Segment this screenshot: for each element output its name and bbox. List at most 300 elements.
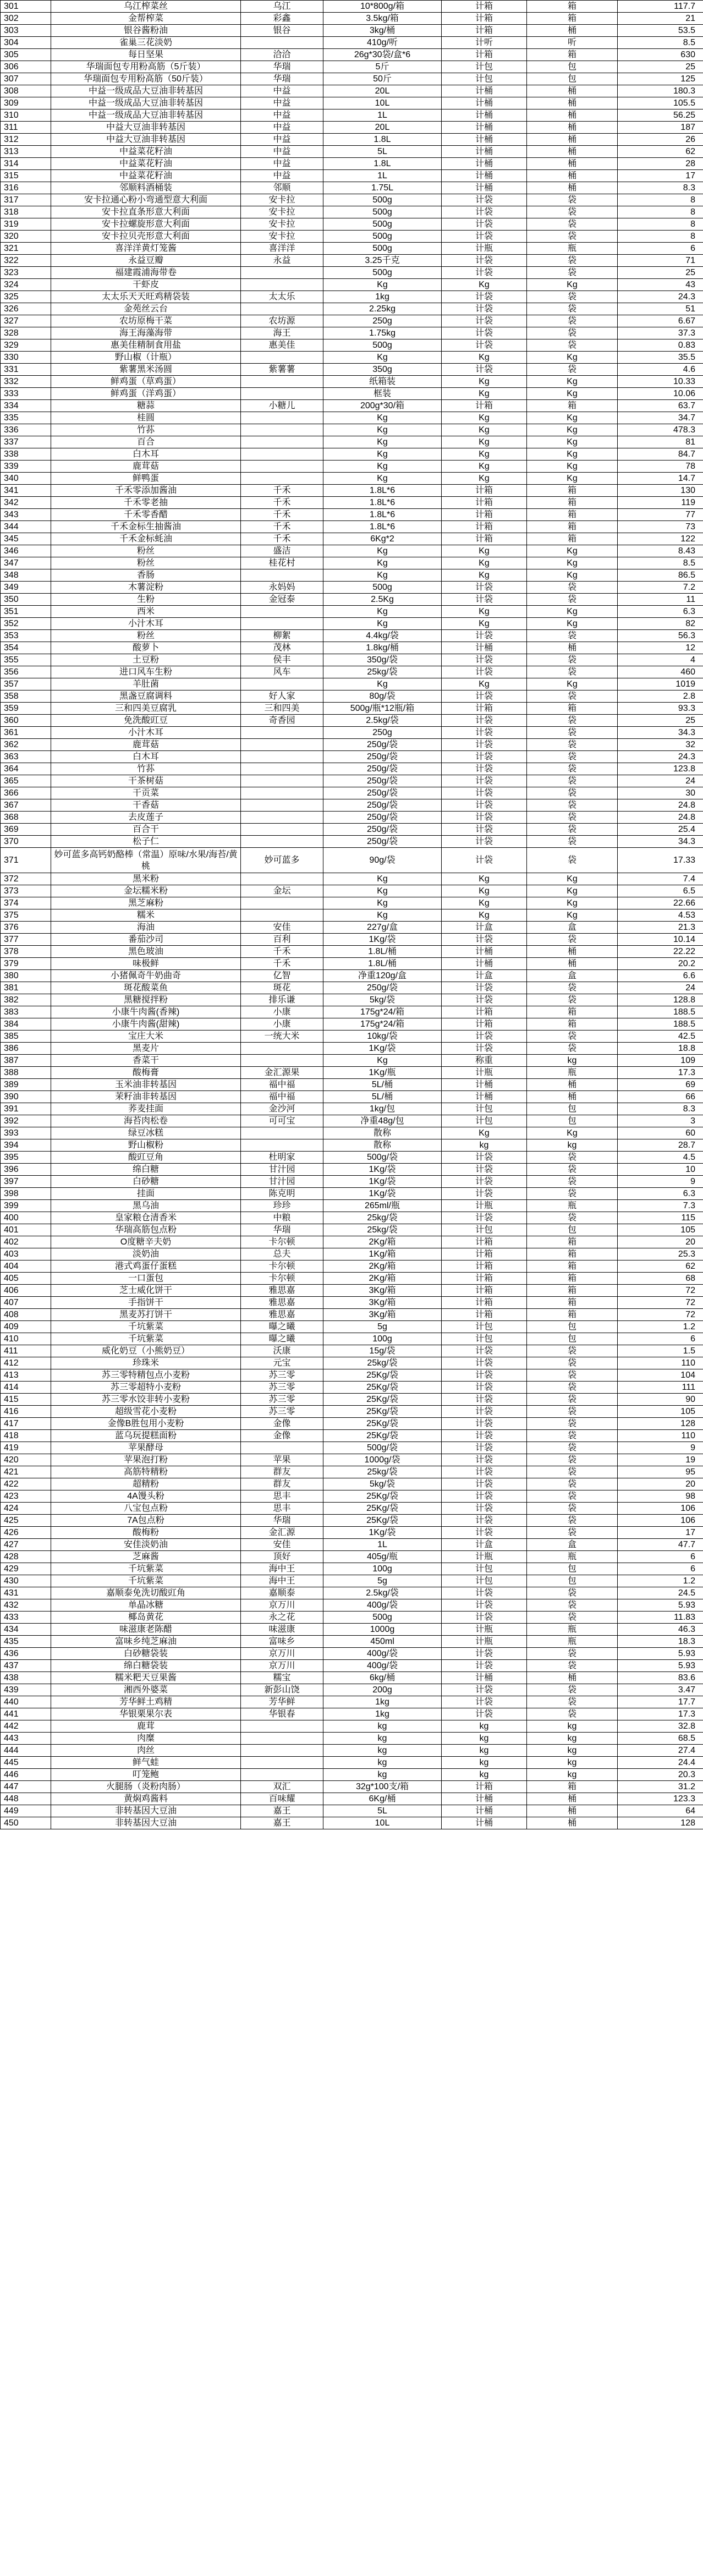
- unit-cell: Kg: [527, 461, 618, 473]
- brand-cell: 中益: [241, 170, 323, 182]
- brand-cell: [241, 1733, 323, 1745]
- product-name-cell: 海苔肉松卷: [51, 1115, 241, 1127]
- brand-cell: 思丰: [241, 1490, 323, 1503]
- table-row: [1, 946, 703, 958]
- brand-cell: 雅思嘉: [241, 1285, 323, 1297]
- table-row: [1, 1454, 703, 1466]
- unit-rule-cell: 计箱: [442, 497, 527, 509]
- row-number-cell: 384: [1, 1018, 51, 1031]
- spec-cell: 1000g: [323, 1624, 442, 1636]
- table-row: [1, 1648, 703, 1660]
- unit-rule-cell: 计袋: [442, 1515, 527, 1527]
- product-name-cell: 挂面: [51, 1188, 241, 1200]
- table-row: [1, 909, 703, 922]
- row-number-cell: 409: [1, 1321, 51, 1333]
- product-name-cell: 小汁木耳: [51, 727, 241, 739]
- unit-rule-cell: 计袋: [442, 1164, 527, 1176]
- unit-rule-cell: 计瓶: [442, 1624, 527, 1636]
- unit-rule-cell: 计桶: [442, 1672, 527, 1684]
- unit-cell: 袋: [527, 1503, 618, 1515]
- table-row: [1, 1115, 703, 1127]
- table-row: [1, 1248, 703, 1260]
- brand-cell: 金坛: [241, 885, 323, 897]
- brand-cell: 中益: [241, 85, 323, 97]
- brand-cell: 曝之曦: [241, 1333, 323, 1345]
- unit-cell: 包: [527, 1563, 618, 1575]
- brand-cell: 陈克明: [241, 1188, 323, 1200]
- unit-rule-cell: 计箱: [442, 521, 527, 533]
- brand-cell: [241, 376, 323, 388]
- spec-cell: 2Kg/箱: [323, 1273, 442, 1285]
- spec-cell: 25kg/袋: [323, 1466, 442, 1478]
- table-row: [1, 654, 703, 666]
- product-name-cell: 鲜气蛙: [51, 1757, 241, 1769]
- table-row: [1, 1333, 703, 1345]
- unit-rule-cell: Kg: [442, 545, 527, 557]
- unit-rule-cell: 计袋: [442, 1696, 527, 1708]
- row-number-cell: 332: [1, 376, 51, 388]
- unit-rule-cell: 计袋: [442, 1684, 527, 1696]
- unit-rule-cell: 计袋: [442, 1708, 527, 1720]
- spec-cell: Kg: [323, 678, 442, 690]
- table-row: [1, 13, 703, 25]
- spec-cell: 1.8L*6: [323, 485, 442, 497]
- unit-rule-cell: Kg: [442, 461, 527, 473]
- price-cell: 73: [618, 521, 703, 533]
- spec-cell: 3Kg/箱: [323, 1309, 442, 1321]
- row-number-cell: 390: [1, 1091, 51, 1103]
- table-row: [1, 1720, 703, 1733]
- product-name-cell: 野山椒（计瓶）: [51, 352, 241, 364]
- unit-cell: 袋: [527, 255, 618, 267]
- product-name-cell: 中益一级成品大豆油非转基因: [51, 85, 241, 97]
- brand-cell: [241, 618, 323, 630]
- brand-cell: 苏三零: [241, 1406, 323, 1418]
- row-number-cell: 410: [1, 1333, 51, 1345]
- product-name-cell: 黑盏豆腐调料: [51, 690, 241, 703]
- unit-rule-cell: 计箱: [442, 1309, 527, 1321]
- table-row: [1, 715, 703, 727]
- table-row: [1, 1612, 703, 1624]
- table-row: [1, 134, 703, 146]
- row-number-cell: 335: [1, 412, 51, 424]
- spec-cell: 250g/袋: [323, 739, 442, 751]
- price-cell: 123.8: [618, 763, 703, 775]
- table-row: [1, 1406, 703, 1418]
- row-number-cell: 399: [1, 1200, 51, 1212]
- row-number-cell: 319: [1, 218, 51, 231]
- unit-rule-cell: 计袋: [442, 364, 527, 376]
- unit-cell: 袋: [527, 1515, 618, 1527]
- table-row: [1, 787, 703, 799]
- unit-rule-cell: 计盒: [442, 970, 527, 982]
- brand-cell: [241, 606, 323, 618]
- table-row: [1, 376, 703, 388]
- table-row: [1, 618, 703, 630]
- spec-cell: 1.8L*6: [323, 521, 442, 533]
- unit-rule-cell: 计袋: [442, 1188, 527, 1200]
- unit-cell: 袋: [527, 1357, 618, 1369]
- product-name-cell: 安佳淡奶油: [51, 1539, 241, 1551]
- product-name-cell: 味滋康老陈醋: [51, 1624, 241, 1636]
- unit-rule-cell: 计袋: [442, 751, 527, 763]
- unit-cell: 箱: [527, 497, 618, 509]
- unit-rule-cell: 计袋: [442, 231, 527, 243]
- unit-rule-cell: kg: [442, 1757, 527, 1769]
- unit-cell: 桶: [527, 1079, 618, 1091]
- table-row: [1, 1079, 703, 1091]
- unit-rule-cell: 计袋: [442, 1357, 527, 1369]
- brand-cell: 小康: [241, 1018, 323, 1031]
- brand-cell: 桂花村: [241, 557, 323, 569]
- price-cell: 34.7: [618, 412, 703, 424]
- unit-cell: Kg: [527, 473, 618, 485]
- unit-rule-cell: 计箱: [442, 1273, 527, 1285]
- brand-cell: 中益: [241, 109, 323, 122]
- unit-rule-cell: 计包: [442, 1115, 527, 1127]
- row-number-cell: 346: [1, 545, 51, 557]
- table-row: [1, 218, 703, 231]
- product-name-cell: 绵白糖: [51, 1164, 241, 1176]
- price-cell: 8: [618, 231, 703, 243]
- product-name-cell: 湘西外婆菜: [51, 1684, 241, 1696]
- unit-rule-cell: 计袋: [442, 1394, 527, 1406]
- brand-cell: 茂林: [241, 642, 323, 654]
- table-row: [1, 1587, 703, 1599]
- product-name-cell: 太太乐天天旺鸡精袋装: [51, 291, 241, 303]
- price-cell: 478.3: [618, 424, 703, 436]
- unit-cell: 袋: [527, 1684, 618, 1696]
- product-name-cell: 邻顺料酒桶装: [51, 182, 241, 194]
- unit-rule-cell: 计袋: [442, 1031, 527, 1043]
- brand-cell: [241, 909, 323, 922]
- table-row: [1, 1382, 703, 1394]
- brand-cell: [241, 1442, 323, 1454]
- row-number-cell: 443: [1, 1733, 51, 1745]
- row-number-cell: 431: [1, 1587, 51, 1599]
- brand-cell: [241, 739, 323, 751]
- price-cell: 68.5: [618, 1733, 703, 1745]
- price-cell: 110: [618, 1357, 703, 1369]
- spec-cell: Kg: [323, 1055, 442, 1067]
- price-cell: 4.5: [618, 1152, 703, 1164]
- spec-cell: 80g/袋: [323, 690, 442, 703]
- product-name-cell: 单晶冰糖: [51, 1599, 241, 1612]
- spec-cell: 350g: [323, 364, 442, 376]
- spec-cell: Kg: [323, 352, 442, 364]
- table-row: [1, 1357, 703, 1369]
- price-cell: 8: [618, 218, 703, 231]
- table-row: [1, 291, 703, 303]
- product-name-cell: 安卡拉直条形意大利面: [51, 206, 241, 218]
- row-number-cell: 355: [1, 654, 51, 666]
- product-name-cell: 竹荪: [51, 424, 241, 436]
- price-cell: 7.3: [618, 1200, 703, 1212]
- table-row: [1, 473, 703, 485]
- spec-cell: 5L/桶: [323, 1079, 442, 1091]
- price-cell: 56.25: [618, 109, 703, 122]
- row-number-cell: 328: [1, 327, 51, 339]
- spec-cell: 250g/袋: [323, 824, 442, 836]
- unit-rule-cell: 计瓶: [442, 1551, 527, 1563]
- brand-cell: 永之花: [241, 1612, 323, 1624]
- table-row: [1, 1430, 703, 1442]
- unit-rule-cell: 计袋: [442, 836, 527, 848]
- price-cell: 72: [618, 1309, 703, 1321]
- unit-cell: 袋: [527, 194, 618, 206]
- unit-rule-cell: 计袋: [442, 303, 527, 315]
- unit-cell: 袋: [527, 1527, 618, 1539]
- price-cell: 24: [618, 982, 703, 994]
- product-name-cell: 粉丝: [51, 630, 241, 642]
- price-cell: 8.3: [618, 182, 703, 194]
- spec-cell: 227g/盒: [323, 922, 442, 934]
- unit-cell: 箱: [527, 1297, 618, 1309]
- brand-cell: [241, 812, 323, 824]
- spec-cell: 25kg/袋: [323, 1224, 442, 1236]
- product-name-cell: 小猪佩奇牛奶曲奇: [51, 970, 241, 982]
- unit-rule-cell: 计箱: [442, 509, 527, 521]
- product-name-cell: 木薯淀粉: [51, 582, 241, 594]
- price-cell: 17.3: [618, 1708, 703, 1720]
- unit-rule-cell: kg: [442, 1733, 527, 1745]
- unit-rule-cell: 计桶: [442, 182, 527, 194]
- table-row: [1, 49, 703, 61]
- price-cell: 6.3: [618, 606, 703, 618]
- unit-cell: 袋: [527, 654, 618, 666]
- brand-cell: [241, 569, 323, 582]
- brand-cell: 农坊源: [241, 315, 323, 327]
- price-cell: 111: [618, 1382, 703, 1394]
- product-name-cell: 中益菜花籽油: [51, 158, 241, 170]
- brand-cell: 洽洽: [241, 49, 323, 61]
- brand-cell: 思丰: [241, 1503, 323, 1515]
- brand-cell: 珍珍: [241, 1200, 323, 1212]
- table-row: [1, 1, 703, 13]
- table-row: [1, 1817, 703, 1829]
- table-row: [1, 1345, 703, 1357]
- unit-cell: 袋: [527, 715, 618, 727]
- table-row: [1, 666, 703, 678]
- table-row: [1, 873, 703, 885]
- brand-cell: [241, 267, 323, 279]
- brand-cell: 紫薯薯: [241, 364, 323, 376]
- unit-rule-cell: 计袋: [442, 824, 527, 836]
- spec-cell: 100g: [323, 1563, 442, 1575]
- table-row: [1, 1394, 703, 1406]
- unit-rule-cell: 计袋: [442, 1406, 527, 1418]
- product-name-cell: 鲜鸡蛋（草鸡蛋）: [51, 376, 241, 388]
- product-name-cell: 永益豆瓣: [51, 255, 241, 267]
- price-cell: 17.3: [618, 1067, 703, 1079]
- row-number-cell: 350: [1, 594, 51, 606]
- row-number-cell: 388: [1, 1067, 51, 1079]
- product-name-cell: 银谷酱粉油: [51, 25, 241, 37]
- product-name-cell: 黄焖鸡酱料: [51, 1793, 241, 1805]
- spec-cell: 5g: [323, 1321, 442, 1333]
- unit-rule-cell: 计袋: [442, 194, 527, 206]
- price-cell: 1019: [618, 678, 703, 690]
- price-cell: 6: [618, 1563, 703, 1575]
- row-number-cell: 366: [1, 787, 51, 799]
- row-number-cell: 427: [1, 1539, 51, 1551]
- unit-cell: 箱: [527, 533, 618, 545]
- unit-rule-cell: 计袋: [442, 267, 527, 279]
- product-name-cell: 野山椒粉: [51, 1139, 241, 1152]
- price-cell: 28: [618, 158, 703, 170]
- product-name-cell: 金像B胜包用小麦粉: [51, 1418, 241, 1430]
- price-cell: 1.5: [618, 1345, 703, 1357]
- table-row: [1, 206, 703, 218]
- table-row: [1, 1696, 703, 1708]
- brand-cell: 乌江: [241, 1, 323, 13]
- row-number-cell: 308: [1, 85, 51, 97]
- brand-cell: [241, 1745, 323, 1757]
- unit-rule-cell: Kg: [442, 376, 527, 388]
- spec-cell: 1Kg/瓶: [323, 1067, 442, 1079]
- table-row: [1, 690, 703, 703]
- spec-cell: Kg: [323, 897, 442, 909]
- table-row: [1, 1224, 703, 1236]
- product-name-cell: 苏三零水饺非转小麦粉: [51, 1394, 241, 1406]
- unit-cell: 桶: [527, 85, 618, 97]
- unit-cell: 袋: [527, 267, 618, 279]
- row-number-cell: 398: [1, 1188, 51, 1200]
- product-name-cell: 华瑞面包专用粉高筋（50斤装）: [51, 73, 241, 85]
- spec-cell: 250g: [323, 315, 442, 327]
- product-name-cell: 海王海藻海带: [51, 327, 241, 339]
- unit-rule-cell: Kg: [442, 909, 527, 922]
- spec-cell: 500g: [323, 339, 442, 352]
- price-cell: 128: [618, 1418, 703, 1430]
- unit-rule-cell: 计袋: [442, 291, 527, 303]
- unit-rule-cell: 计袋: [442, 1478, 527, 1490]
- product-name-cell: 香肠: [51, 569, 241, 582]
- table-row: [1, 958, 703, 970]
- price-cell: 17.33: [618, 848, 703, 873]
- row-number-cell: 331: [1, 364, 51, 376]
- spec-cell: 26g*30袋/盒*6: [323, 49, 442, 61]
- unit-cell: 袋: [527, 824, 618, 836]
- row-number-cell: 347: [1, 557, 51, 569]
- spec-cell: Kg: [323, 618, 442, 630]
- product-name-cell: 酸梅粉: [51, 1527, 241, 1539]
- unit-rule-cell: 计箱: [442, 25, 527, 37]
- unit-cell: 箱: [527, 1018, 618, 1031]
- product-name-cell: 千禾零老抽: [51, 497, 241, 509]
- row-number-cell: 448: [1, 1793, 51, 1805]
- unit-rule-cell: 计箱: [442, 1781, 527, 1793]
- unit-rule-cell: 计箱: [442, 49, 527, 61]
- unit-rule-cell: 计包: [442, 1321, 527, 1333]
- unit-cell: 桶: [527, 109, 618, 122]
- row-number-cell: 385: [1, 1031, 51, 1043]
- row-number-cell: 386: [1, 1043, 51, 1055]
- product-name-cell: 白砂糖袋装: [51, 1648, 241, 1660]
- table-row: [1, 1188, 703, 1200]
- table-row: [1, 85, 703, 97]
- unit-rule-cell: 计袋: [442, 1442, 527, 1454]
- spec-cell: 250g/袋: [323, 799, 442, 812]
- unit-rule-cell: 计袋: [442, 1382, 527, 1394]
- brand-cell: [241, 824, 323, 836]
- row-number-cell: 380: [1, 970, 51, 982]
- product-name-cell: 八宝包点粉: [51, 1503, 241, 1515]
- product-name-cell: 千禾金标蚝油: [51, 533, 241, 545]
- table-row: [1, 1769, 703, 1781]
- row-number-cell: 314: [1, 158, 51, 170]
- unit-cell: 袋: [527, 1587, 618, 1599]
- product-name-cell: 千坑紫菜: [51, 1333, 241, 1345]
- table-row: [1, 1503, 703, 1515]
- unit-rule-cell: 计箱: [442, 400, 527, 412]
- unit-rule-cell: 计包: [442, 1575, 527, 1587]
- brand-cell: 可可宝: [241, 1115, 323, 1127]
- unit-rule-cell: 计箱: [442, 1006, 527, 1018]
- spec-cell: Kg: [323, 412, 442, 424]
- unit-cell: 瓶: [527, 243, 618, 255]
- price-cell: 7.4: [618, 873, 703, 885]
- unit-cell: 瓶: [527, 1200, 618, 1212]
- unit-cell: 桶: [527, 182, 618, 194]
- spec-cell: 500g: [323, 218, 442, 231]
- unit-cell: 袋: [527, 666, 618, 678]
- product-name-cell: 金帮榨菜: [51, 13, 241, 25]
- product-name-cell: 黑米粉: [51, 873, 241, 885]
- brand-cell: 奇香园: [241, 715, 323, 727]
- product-name-cell: 宝庄大米: [51, 1031, 241, 1043]
- spec-cell: 500g/袋: [323, 1152, 442, 1164]
- spec-cell: 250g: [323, 727, 442, 739]
- unit-cell: 桶: [527, 642, 618, 654]
- table-row: [1, 1297, 703, 1309]
- brand-cell: [241, 678, 323, 690]
- unit-rule-cell: 计袋: [442, 1418, 527, 1430]
- product-name-cell: 香菜干: [51, 1055, 241, 1067]
- row-number-cell: 411: [1, 1345, 51, 1357]
- brand-cell: 永妈妈: [241, 582, 323, 594]
- spec-cell: Kg: [323, 545, 442, 557]
- price-cell: 10.06: [618, 388, 703, 400]
- row-number-cell: 391: [1, 1103, 51, 1115]
- unit-cell: 袋: [527, 848, 618, 873]
- row-number-cell: 405: [1, 1273, 51, 1285]
- product-name-cell: 农坊原梅干菜: [51, 315, 241, 327]
- unit-cell: 袋: [527, 1454, 618, 1466]
- unit-rule-cell: Kg: [442, 873, 527, 885]
- product-name-cell: 茉籽油非转基因: [51, 1091, 241, 1103]
- spec-cell: 1.8L/桶: [323, 946, 442, 958]
- table-row: [1, 1260, 703, 1273]
- product-name-cell: 千坑紫菜: [51, 1575, 241, 1587]
- table-row: [1, 703, 703, 715]
- brand-cell: 小康: [241, 1006, 323, 1018]
- unit-cell: 袋: [527, 1442, 618, 1454]
- table-row: [1, 1236, 703, 1248]
- brand-cell: [241, 799, 323, 812]
- row-number-cell: 359: [1, 703, 51, 715]
- product-name-cell: 荞麦挂面: [51, 1103, 241, 1115]
- price-cell: 93.3: [618, 703, 703, 715]
- unit-cell: 包: [527, 1321, 618, 1333]
- price-cell: 109: [618, 1055, 703, 1067]
- unit-rule-cell: Kg: [442, 678, 527, 690]
- unit-rule-cell: 计箱: [442, 1260, 527, 1273]
- row-number-cell: 339: [1, 461, 51, 473]
- table-row: [1, 1624, 703, 1636]
- brand-cell: 安佳: [241, 922, 323, 934]
- price-cell: 42.5: [618, 1031, 703, 1043]
